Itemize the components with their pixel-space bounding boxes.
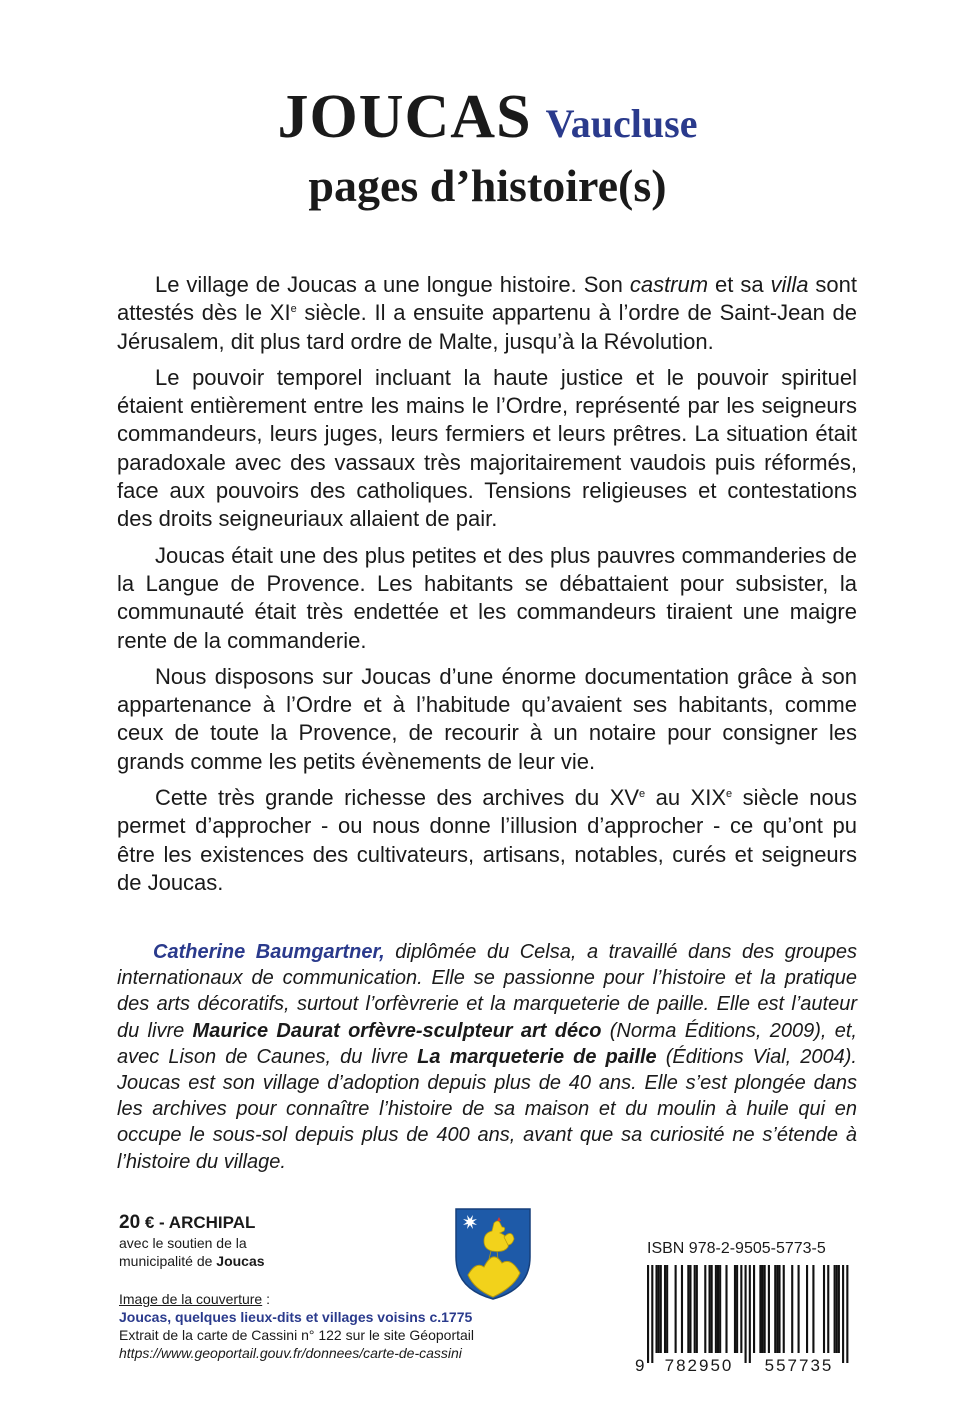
barcode-first-digit: 9 <box>635 1356 645 1373</box>
barcode-bar <box>791 1265 793 1353</box>
support-note: avec le soutien de la municipalité de Joucas <box>119 1235 265 1269</box>
price-block <box>119 1212 379 1270</box>
book-title-1: Maurice Daurat orfèvre-sculpteur art déco <box>192 1019 602 1042</box>
barcode-bar <box>759 1265 761 1353</box>
barcode-bar <box>647 1265 649 1363</box>
barcode-bar <box>740 1265 742 1353</box>
barcode-bar <box>838 1265 840 1353</box>
paragraph-5: Cette très grande richesse des archives du XVe au XIXe siècle nous permet d’approcher - ou nous donne l’illusion d’approcher - ce qu’ont pu être les existences des cultivateurs, artisans, notables, curés et seigneurs de Joucas. <box>117 785 857 895</box>
title-block <box>0 83 975 211</box>
barcode-bar <box>687 1265 689 1353</box>
barcode-bar <box>734 1265 736 1353</box>
isbn-label: ISBN 978-2-9505-5773-5 <box>647 1240 826 1257</box>
paragraph-2: Le pouvoir temporel incluant la haute justice et le pouvoir spirituel étaient entièrement entre les mains le l’Ordre, représenté par les seigneurs commandeurs, leurs juges, leurs fermiers et leurs prêtres. La situation était paradoxale avec des vassaux très majoritairement vaudois puis réformés, face aux pouvoirs des catholiques. Tensions religieuses et contestations des droits seigneuriaux allaient de pair. <box>117 364 857 532</box>
region-label: Vaucluse <box>545 101 698 146</box>
barcode-bar <box>823 1265 825 1353</box>
paragraph-3: Joucas était une des plus petites et des plus pauvres commanderies de la Langue de Provence. Les habitants se débattaient pour subsister, la communauté était très endettée et les commandeurs tiraient une maigre rente de la commanderie. <box>117 542 857 653</box>
barcode-bar <box>842 1265 844 1363</box>
barcode-bar <box>675 1265 677 1353</box>
barcode-bar <box>812 1265 814 1353</box>
barcode-bar <box>666 1265 668 1353</box>
barcode-right-digits: 557735 <box>764 1356 834 1373</box>
cover-map-title: Joucas, quelques lieux-dits et villages voisins c.1775 <box>119 1309 473 1325</box>
barcode-left-digits: 782950 <box>664 1356 734 1373</box>
author-bio: Catherine Baumgartner, diplômée du Celsa, a travaillé dans des groupes internationaux de communication. Elle se passionne pour l’histoire et la pratique des arts décoratifs, surtout l’orfèvrerie et la marqueterie de paille. Elle est l’auteur du livre Maurice Daurat orfèvre-sculpteur art déco (Norma Éditions, 2009), et, avec Lison de Caunes, du livre La marqueterie de paille (Éditions Vial, 2004). Joucas est son village d’adoption depuis plus de 40 ans. Elle s’est plongée dans les archives pour connaître l’histoire de sa maison et du moulin à huile qui en occupe le sous-sol depuis plus de 400 ans, avant que sa curiosité ne s’étende à l’histoire du village. <box>117 941 858 1173</box>
cover-credit-label: Image de la couverture <box>119 1291 263 1307</box>
summary-text <box>117 271 857 905</box>
barcode-bar <box>681 1265 683 1353</box>
barcode-bar <box>778 1265 780 1353</box>
paragraph-4: Nous disposons sur Joucas d’une énorme documentation grâce à son appartenance à l’Ordre et à l’habitude qu’avaient ses habitants, comme ceux de toute la Provence, de recourir à un notaire pour consigner les grands comme les petits évènements de leur vie. <box>117 663 857 774</box>
cover-credit: Image de la couverture : Joucas, quelques lieux-dits et villages voisins c.1775 Extrait de la carte de Cassini n° 122 sur le site Géoportail https://www.geoportail.gouv.fr/donnees/carte-de-cassini <box>119 1290 559 1362</box>
barcode-bar <box>783 1265 785 1353</box>
barcode-bar <box>655 1265 657 1353</box>
barcode-bar <box>764 1265 766 1353</box>
barcode-bar <box>715 1265 717 1353</box>
isbn-barcode <box>633 1263 863 1373</box>
book-subtitle: pages d’histoire(s) <box>308 160 667 211</box>
barcode-bar <box>806 1265 808 1353</box>
barcode-bar <box>696 1265 698 1353</box>
barcode-bar <box>704 1265 706 1353</box>
barcode-bar <box>660 1265 662 1353</box>
barcode-bar <box>719 1265 721 1353</box>
barcode-bar <box>846 1265 848 1363</box>
barcode-bar <box>761 1265 763 1353</box>
barcode-bar <box>753 1265 755 1353</box>
barcode-bar <box>736 1265 738 1353</box>
barcode-bar <box>711 1265 713 1353</box>
cover-url: https://www.geoportail.gouv.fr/donnees/carte-de-cassini <box>119 1345 462 1361</box>
barcode-bar <box>689 1265 691 1353</box>
barcode-bar <box>664 1265 666 1353</box>
barcode-bar <box>798 1265 800 1353</box>
barcode-bar <box>725 1265 727 1353</box>
book-title-2: La marqueterie de paille <box>417 1045 657 1068</box>
barcode-bar <box>776 1265 778 1353</box>
barcode-bar <box>834 1265 836 1353</box>
barcode-bar <box>658 1265 660 1353</box>
barcode-bar <box>768 1265 770 1353</box>
joucas-coat-of-arms-icon <box>454 1207 532 1301</box>
barcode-bar <box>717 1265 719 1353</box>
cover-source: Extrait de la carte de Cassini n° 122 sur le site Géoportail <box>119 1327 474 1343</box>
barcode-bar <box>745 1265 747 1363</box>
barcode-bar <box>749 1265 751 1363</box>
title-line <box>0 83 975 151</box>
barcode-bar <box>708 1265 710 1353</box>
barcode-bar <box>694 1265 696 1353</box>
price: 20 € - ARCHIPAL <box>119 1212 256 1233</box>
barcode-bar <box>774 1265 776 1353</box>
barcode-bar <box>651 1265 653 1363</box>
paragraph-1: Le village de Joucas a une longue histoire. Son castrum et sa villa sont attestés dès le XIe siècle. Il a ensuite appartenu à l’ordre de Saint-Jean de Jérusalem, dit plus tard ordre de Malte, jusqu’à la Révolution. <box>117 272 857 354</box>
barcode-bar <box>836 1265 838 1353</box>
book-title: JOUCAS <box>277 83 532 151</box>
barcode-bar <box>827 1265 829 1353</box>
author-name: Catherine Baumgartner, <box>153 941 385 963</box>
